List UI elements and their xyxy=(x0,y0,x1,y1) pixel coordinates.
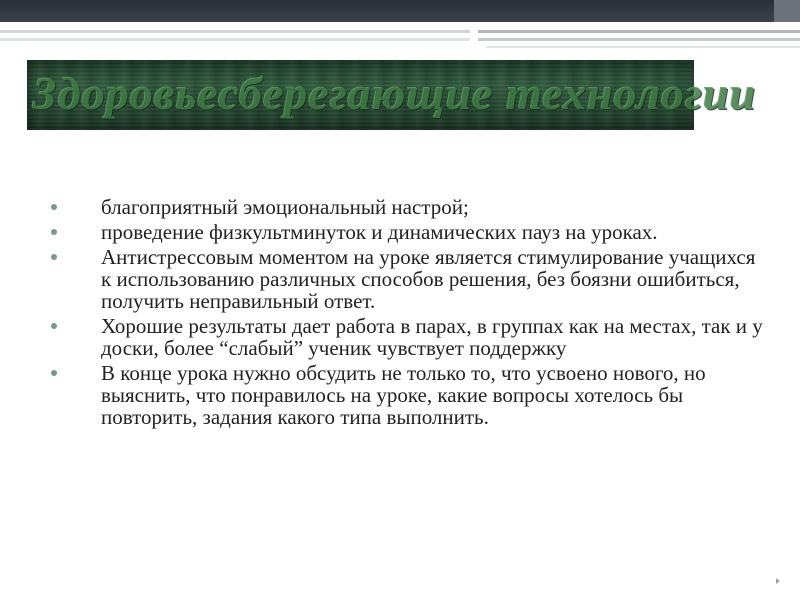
bullet-dot-icon xyxy=(51,204,57,210)
bullet-dot-icon xyxy=(51,323,57,329)
decorative-stripe xyxy=(486,46,800,48)
decorative-stripe xyxy=(0,38,470,41)
bullet-item xyxy=(45,362,765,428)
bullet-text: Антистрессовым моментом на уроке является стимулирование учащихся к использованию различных способов решения, без боязни ошибиться, получить неправильный ответ. xyxy=(101,245,756,313)
slide-corner-arrow-icon xyxy=(776,578,780,584)
bullet-text: Хорошие результаты дает работа в парах, в группах как на местах, так и у доски, более “слабый” ученик чувствует поддержку xyxy=(101,314,763,360)
bullet-list xyxy=(45,196,765,431)
decorative-stripe xyxy=(478,38,800,41)
decorative-stripe xyxy=(478,30,800,33)
title-banner xyxy=(27,60,757,130)
bullet-text: проведение физкультминуток и динамических пауз на уроках. xyxy=(101,220,658,244)
bullet-item xyxy=(45,315,765,359)
decorative-stripe xyxy=(0,30,470,33)
bullet-item xyxy=(45,196,765,218)
header-accent-block xyxy=(774,0,800,22)
bullet-dot-icon xyxy=(51,370,57,376)
bullet-dot-icon xyxy=(51,254,57,260)
bullet-text: благоприятный эмоциональный настрой; xyxy=(101,195,469,219)
bullet-text: В конце урока нужно обсудить не только то, что усвоено нового, но выяснить, что понравилось на уроке, какие вопросы хотелось бы повторить, задания какого типа выполнить. xyxy=(101,361,706,429)
top-header-band xyxy=(0,0,800,22)
bullet-item xyxy=(45,246,765,312)
bullet-dot-icon xyxy=(51,229,57,235)
slide-title: Здоровьесберегающие технологии xyxy=(33,68,757,119)
bullet-item xyxy=(45,221,765,243)
